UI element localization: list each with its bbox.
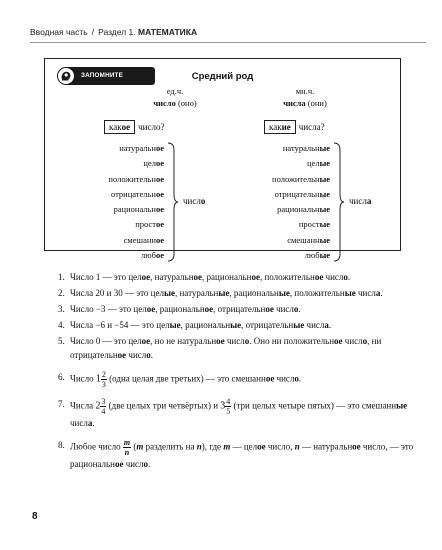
adjective-row: смешанные bbox=[287, 234, 330, 245]
adjective-row: положительное bbox=[108, 173, 164, 184]
singular-label: ед.ч. bbox=[166, 86, 184, 96]
header-part: Вводная часть bbox=[30, 27, 88, 37]
adjective-row: смешанное bbox=[123, 234, 164, 245]
running-header bbox=[30, 27, 426, 37]
header-rule bbox=[30, 42, 426, 43]
brace-singular bbox=[167, 142, 179, 262]
adjectives-plural bbox=[250, 141, 330, 263]
header-section-prefix: Раздел 1. bbox=[98, 27, 136, 37]
header-section-name: МАТЕМАТИКА bbox=[138, 27, 198, 37]
adjective-row: рациональное bbox=[113, 204, 164, 215]
adjective-row: целое bbox=[143, 158, 164, 169]
list-item: 4. Числа −6 и −54 — это целые, рациональные, отрицательные числа. bbox=[58, 320, 332, 330]
singular-header: ед.ч. число (оно) bbox=[153, 86, 197, 108]
list-item: 8. Любое число $\frac{m}{n}$ (m разделить на n), где m — целое число, n — натуральное число, — это рациональное число. bbox=[58, 438, 414, 469]
adjective-row: положительные bbox=[272, 173, 330, 184]
list-item: 1. Число 1 — это целое, натуральное, рациональное, положительное число. bbox=[58, 272, 351, 282]
list-item: 2. Числа 20 и 30 — это целые, натуральные, рациональные, положительные числа. bbox=[58, 288, 383, 298]
list-item: 5. Число 0 — это целое, но не натуральное число. Оно ни положительное число, ни отрицательное число. bbox=[58, 336, 382, 360]
remember-box bbox=[44, 58, 401, 261]
adjective-row: простое bbox=[135, 219, 164, 230]
noun-plural: числа bbox=[349, 196, 372, 206]
adjective-row: отрицательное bbox=[110, 188, 164, 199]
adjective-row: любые bbox=[304, 250, 330, 261]
page-number: 8 bbox=[32, 511, 38, 522]
list-item: 3. Число −3 — это целое, рациональное, отрицательное число. bbox=[58, 304, 301, 314]
plural-label: мн.ч. bbox=[295, 86, 315, 96]
adjective-row: натуральные bbox=[282, 143, 330, 153]
box-title: Средний род bbox=[191, 71, 254, 82]
noun-singular: число bbox=[183, 196, 206, 206]
examples-list bbox=[58, 270, 418, 477]
list-item: 6. Число 1 $\frac{2}{3}$ (одна целая две третьих) — это смешанное число. bbox=[58, 370, 302, 389]
adjective-row: простые bbox=[298, 219, 330, 230]
question-singular: какое число? bbox=[104, 122, 164, 132]
adjective-row: любое bbox=[141, 250, 164, 261]
question-plural: какие числа? bbox=[264, 122, 325, 132]
adjective-row: рациональные bbox=[277, 204, 330, 215]
adjective-row: отрицательные bbox=[274, 188, 330, 199]
adjective-row: натуральное bbox=[119, 143, 164, 153]
brace-plural bbox=[333, 142, 345, 262]
adjective-row: целые bbox=[307, 158, 330, 169]
plural-header: мн.ч. числа (они) bbox=[283, 86, 327, 108]
remember-badge-label: ЗАПОМНИТЕ bbox=[81, 72, 123, 79]
header-divider: / bbox=[91, 27, 95, 37]
adjectives-singular bbox=[84, 141, 164, 263]
list-item: 7. Числа 2 $\frac{3}{4}$ (две целых три четвёртых) и 3 $\frac{4}{5}$ (три целых четыре пятых) — это смешанные числа. bbox=[58, 397, 408, 428]
